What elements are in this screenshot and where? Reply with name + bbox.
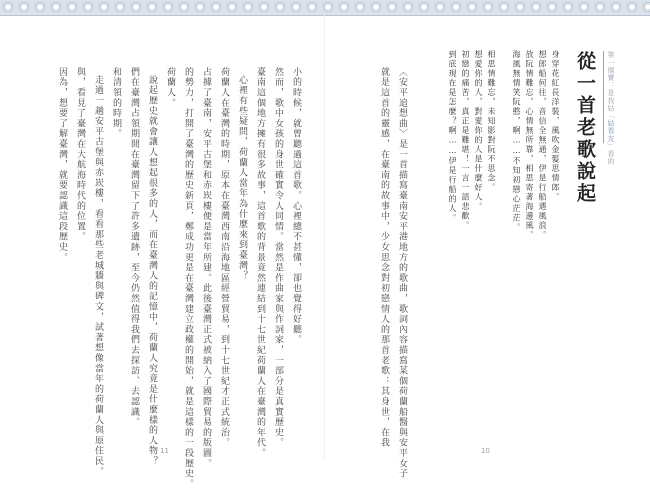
body-text-line: 和清領的時期。 <box>111 67 121 140</box>
decorative-lace-border <box>0 0 650 16</box>
page-number: 11 <box>160 447 169 455</box>
poem-line: 身穿花紅長洋裝，風吹金髮思情郎。 <box>551 50 560 202</box>
body-text-line: 小的時候，就曾聽過這首歌。心裡總不甚懂，卻也覺得好聽。 <box>291 67 301 346</box>
body-text-line: 〈安平追想曲〉是一首描寫臺南安平港地方的歌曲，歌詞內容描寫某個荷蘭船醫與安平女子 <box>397 67 407 479</box>
right-page <box>325 15 650 479</box>
poem-line: 放阮情難忘，心情無所靠，相思寄著海邊風。 <box>525 50 534 240</box>
left-page <box>0 15 324 489</box>
subtitle-prefix: 第一個寶：是我姑 <box>607 51 615 112</box>
poem-line: 想郎船何往，音信全無通，伊是行船遇風浪。 <box>538 50 547 240</box>
body-text-line: 說起歷史就會讓人想起很多的人，而在臺灣人的記憶中，荷蘭人究竟是什麼樣的人物？ <box>147 75 157 467</box>
subtitle-suffix: 看的 <box>607 149 615 166</box>
body-text-line: 走過一趟安平古堡與赤崁樓，看看那些老城牆與碑文，試著想像當年的荷蘭人與原住民。 <box>93 75 103 477</box>
subtitle-tag: 「姑看友」 <box>607 111 615 150</box>
poem-line: 想愛你的人，對愛你的人是什麼好人。 <box>474 50 483 212</box>
body-text-line: 然而，歌中女孩的身世確實令人同情。當然是作曲家與作詞家，一部分是真實歷史。 <box>273 67 283 449</box>
body-text-line: 臺南這個地方擁有很多故事，這首歌的背景竟然連結到十七世紀荷蘭人在臺灣的年代。 <box>255 67 265 459</box>
body-text-line: 因為，想要了解臺灣，就要認識這段歷史。 <box>57 67 67 263</box>
poem-line: 海風無情笑阮憨，啊……不知初戀心茫茫。 <box>512 50 521 233</box>
body-text-line: 占據了臺南，安平古堡和赤崁樓便是當年所建。此後臺灣正式被納入了國際貿易的版圖。 <box>201 67 211 469</box>
body-text-line: 們在臺灣占領期間在臺灣留下了許多遺跡，至今仍然值得我們去探訪、去認識。 <box>129 67 139 428</box>
body-text-line: 荷蘭人。 <box>165 67 175 109</box>
body-text-line: 荷蘭人在臺灣的時期，原本在臺灣西南沿海地區經營貿易，到十七世紀才正式統治。 <box>219 67 229 449</box>
subtitle-rule <box>603 51 604 143</box>
chapter-subtitle <box>607 51 614 165</box>
body-text-line: 心裡有些疑問，荷蘭人當年為什麼來到臺灣？ <box>237 75 247 281</box>
poem-line: 到底現在是怎麼？啊……伊是行船的人。 <box>448 50 457 223</box>
body-text-line: 就是這首的靈感，在臺南的故事中，少女思念對初戀情人的那首老歌：其身世，在我 <box>379 67 389 449</box>
page-number: 10 <box>481 447 490 455</box>
poem-line: 初戀的痛苦，真正是難堪！一言一語悲歡。 <box>461 50 470 231</box>
poem-line: 相思情難忘，未知影對阮不思念。 <box>487 50 496 193</box>
body-text-line: 的勢力，打開了臺灣的歷史新頁，鄭成功更是在臺灣建立政權的開始，就是這樣的一段歷史。 <box>183 67 193 489</box>
chapter-title: 從一首老歌說起 <box>574 51 596 205</box>
body-text-line: 與，看見了臺灣在大航海時代的位置。 <box>75 67 85 243</box>
